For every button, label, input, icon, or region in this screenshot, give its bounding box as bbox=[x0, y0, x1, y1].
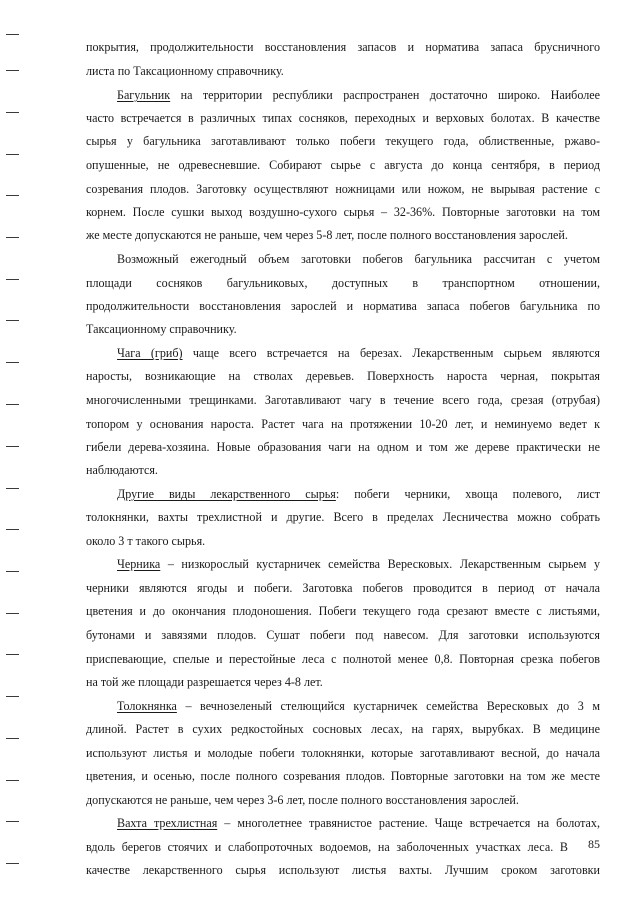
text-line: наблюдаются. bbox=[86, 463, 158, 477]
margin-tick bbox=[6, 446, 19, 447]
text-line: часто встречается в различных типах сосняков, переходных и верховых болотах. В качестве bbox=[86, 111, 600, 125]
margin-tick bbox=[6, 195, 19, 196]
margin-tick bbox=[6, 362, 19, 363]
text-line: длиной. Растет в сухих редкостойных сосновых лесах, на гарях, вырубках. В медицине bbox=[86, 722, 600, 736]
text-line: покрытия, продолжительности восстановления запасов и норматива запаса брусничного bbox=[86, 40, 600, 54]
text-line: вдоль берегов стоячих и слабопроточных водоемов, на заболоченных участках леса. В bbox=[86, 840, 568, 854]
margin-tick bbox=[6, 863, 19, 864]
margin-tick bbox=[6, 488, 19, 489]
term-bagulnik: Багульник bbox=[117, 88, 171, 102]
margin-tick bbox=[6, 237, 19, 238]
term-toloknyanka: Толокнянка bbox=[117, 699, 177, 713]
text-line: Таксационному справочнику. bbox=[86, 322, 237, 336]
text-line: цветения, и осенью, после полного созревания плодов. Повторные заготовки на том же месте bbox=[86, 769, 600, 783]
text-line: продолжительности восстановления зарослей и норматива запаса побегов багульника по bbox=[86, 299, 600, 313]
margin-tick bbox=[6, 780, 19, 781]
text-line: созревания плодов. Заготовку осуществляют ножницами или ножом, не вырывая растение с bbox=[86, 182, 600, 196]
margin-tick bbox=[6, 696, 19, 697]
text-line: Багульник на территории республики распространен достаточно широко. Наиболее bbox=[117, 88, 600, 102]
text-line: же месте допускаются не раньше, чем через 5-8 лет, после полного восстановления зарослей. bbox=[86, 228, 568, 242]
term-other: Другие виды лекарственного сырья bbox=[117, 487, 336, 501]
text-line: толокнянки, вахты трехлистной и другие. Всего в пределах Лесничества можно собрать bbox=[86, 510, 600, 524]
margin-tick bbox=[6, 404, 19, 405]
term-vakhta: Вахта трехлистная bbox=[117, 816, 218, 830]
text-line: цветения и до окончания плодоношения. Побеги текущего года срезают вместе с листьями, bbox=[86, 604, 600, 618]
text-line: многочисленными трещинками. Заготавливают чагу в течение всего года, срезая (отрубая) bbox=[86, 393, 600, 407]
term-chaga: Чага (гриб) bbox=[117, 346, 183, 360]
margin-tick bbox=[6, 112, 19, 113]
margin-tick bbox=[6, 70, 19, 71]
text-line: Другие виды лекарственного сырья: побеги черники, хвоща полевого, лист bbox=[117, 487, 600, 501]
text-line: около 3 т такого сырья. bbox=[86, 534, 206, 548]
text-line: Вахта трехлистная – многолетнее травянистое растение. Чаще встречается на болотах, bbox=[117, 816, 600, 830]
text-line: черники являются ягоды и побеги. Заготовка побегов проводится в период от начала bbox=[86, 581, 600, 595]
margin-tick bbox=[6, 613, 19, 614]
margin-tick bbox=[6, 320, 19, 321]
margin-tick bbox=[6, 154, 19, 155]
text-line: гибели дерева-хозяина. Новые образования чаги на одном и том же дереве практически не bbox=[86, 440, 600, 454]
text-line: на той же площади разрешается через 4-8 лет. bbox=[86, 675, 323, 689]
margin-tick bbox=[6, 738, 19, 739]
margin-tick bbox=[6, 821, 19, 822]
text-line: корнем. После сушки выход воздушно-сухого сырья – 32-36%. Повторные заготовки на том bbox=[86, 205, 600, 219]
text-line: площади сосняков багульниковых, доступных в транспортном отношении, bbox=[86, 276, 600, 290]
margin-tick bbox=[6, 654, 19, 655]
text-line: Толокнянка – вечнозеленый стелющийся кустарничек семейства Вересковых до 3 м bbox=[117, 699, 600, 713]
margin-tick bbox=[6, 529, 19, 530]
text-line: качестве лекарственного сырья используют листья вахты. Лучшим сроком заготовки bbox=[86, 863, 600, 877]
text-line: Возможный ежегодный объем заготовки побегов багульника рассчитан с учетом bbox=[117, 252, 600, 266]
text-line: используют листья и молодые побеги толокнянки, которые заготавливают весной, до начала bbox=[86, 746, 600, 760]
page-number: 85 bbox=[588, 837, 600, 851]
text-line: Черника – низкорослый кустарничек семейства Вересковых. Лекарственным сырьем у bbox=[117, 557, 600, 571]
margin-tick bbox=[6, 279, 19, 280]
margin-tick bbox=[6, 34, 19, 35]
term-chernika: Черника bbox=[117, 557, 161, 571]
text-line: бутонами и завязями плодов. Сушат побеги под навесом. Для заготовки используются bbox=[86, 628, 600, 642]
text-line: листа по Таксационному справочнику. bbox=[86, 64, 284, 78]
text-line: сырья у багульника заготавливают только побеги текущего года, облиственные, ржаво- bbox=[86, 134, 600, 148]
text-line: топором у основания нароста. Растет чага на протяжении 10-20 лет, и неминуемо ведет к bbox=[86, 417, 600, 431]
text-line: Чага (гриб) чаще всего встречается на березах. Лекарственным сырьем являются bbox=[117, 346, 600, 360]
text-line: приспевающие, спелые и перестойные леса с полнотой менее 0,8. Повторная срезка побегов bbox=[86, 652, 600, 666]
text-line: наросты, возникающие на стволах деревьев. Поверхность нароста черная, покрытая bbox=[86, 369, 600, 383]
text-line: опушенные, не одревесневшие. Собирают сырье с августа до конца сентября, в период bbox=[86, 158, 600, 172]
margin-tick bbox=[6, 571, 19, 572]
text-line: допускаются не раньше, чем через 3-6 лет, после полного восстановления зарослей. bbox=[86, 793, 519, 807]
